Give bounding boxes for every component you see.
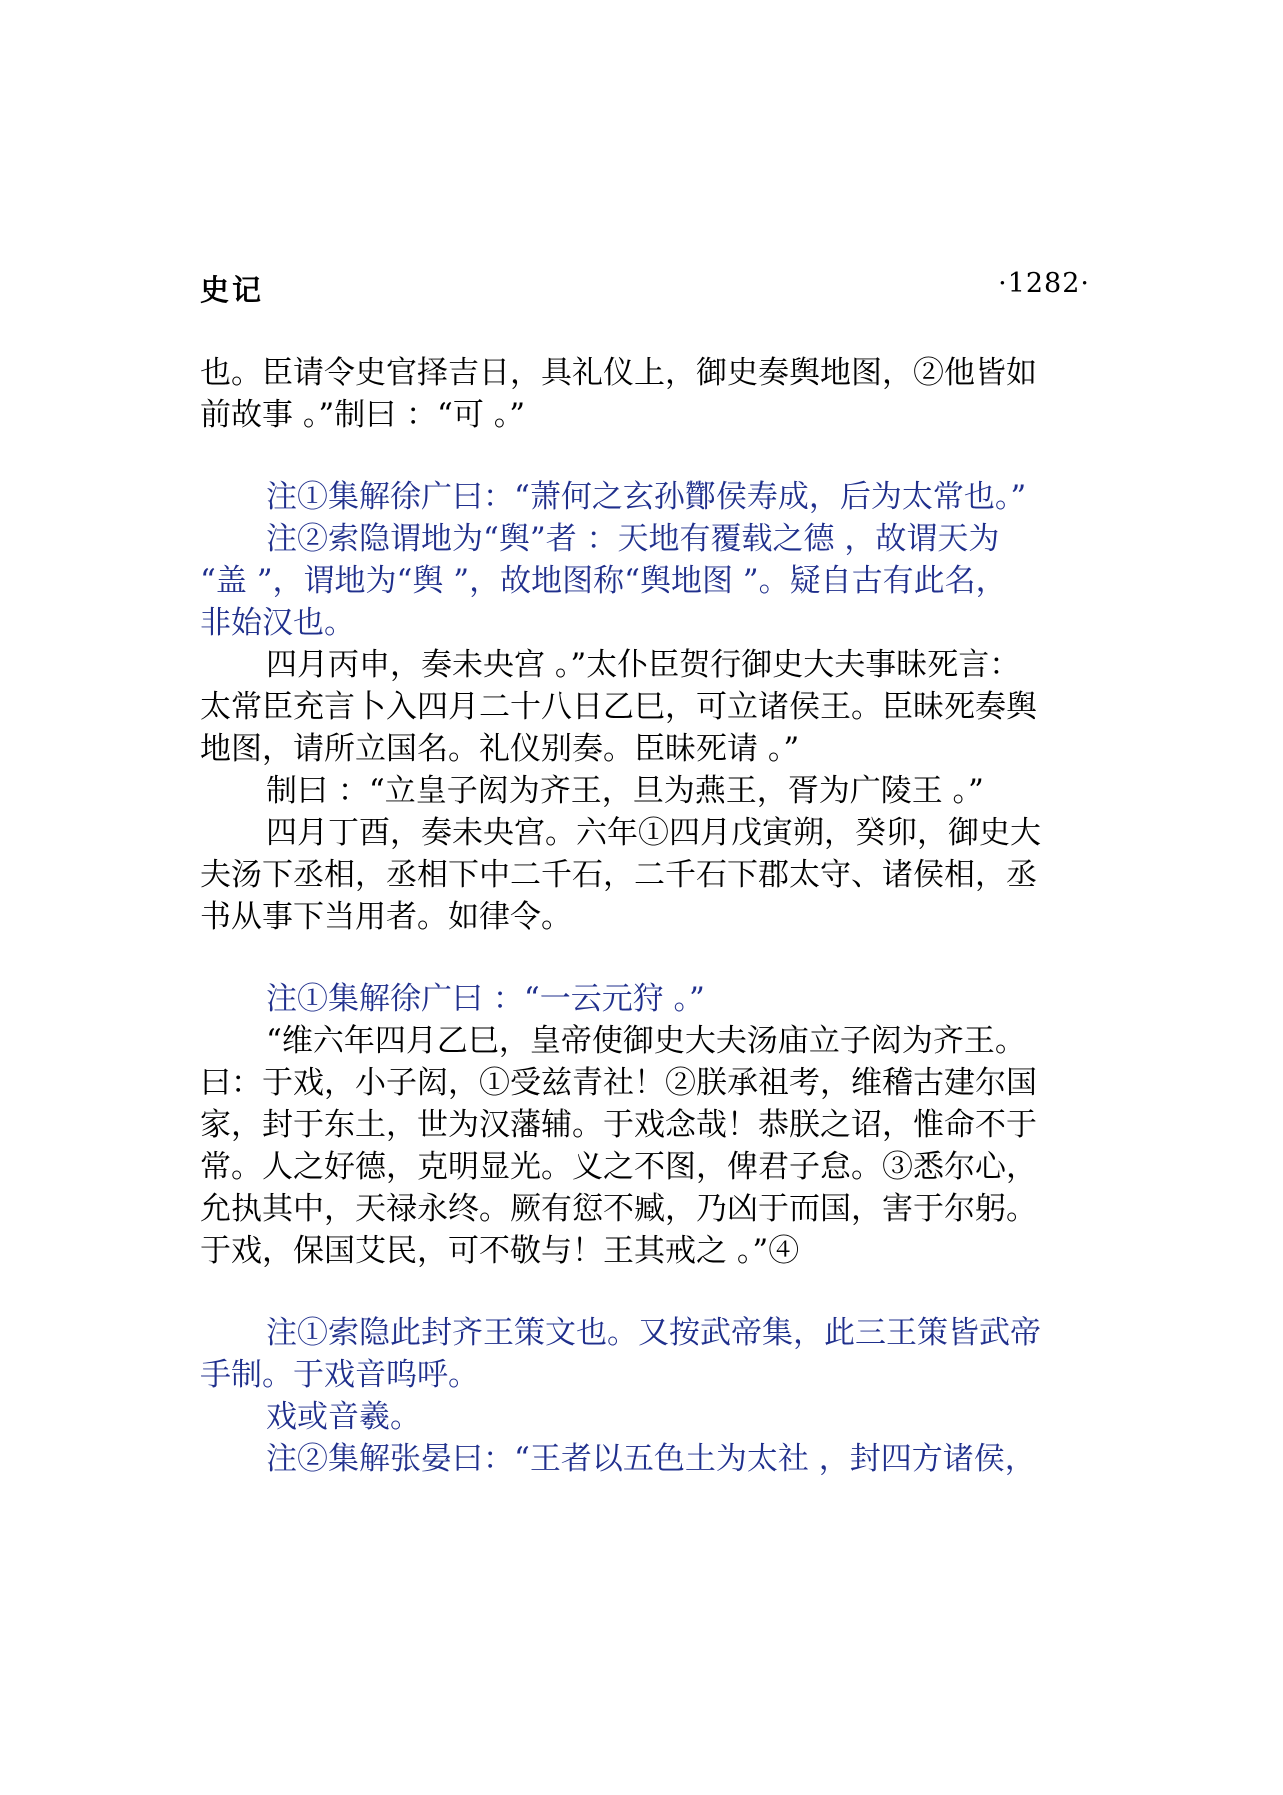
text-line: 夫汤下丞相，丞相下中二千石，二千石下郡太守、诸侯相，丞 [200, 857, 1037, 893]
text-line: 家，封于东土，世为汉藩辅。于戏念哉！恭朕之诏，惟命不于 [200, 1107, 1037, 1143]
page-number: ·1282· [998, 268, 1090, 299]
annotation-line: 注②集解张晏曰：“王者以五色土为太社 ，封四方诸侯， [266, 1441, 1036, 1477]
book-title: 史记 [200, 273, 265, 307]
text-line: 前故事 。”制曰 ：“可 。” [200, 397, 526, 433]
annotation-line: 注①集解徐广曰：“萧何之玄孙酇侯寿成，后为太常也。” [266, 479, 1027, 515]
annotation-line: “盖 ”，谓地为“舆 ”，故地图称“舆地图 ”。疑自古有此名， [200, 563, 1007, 599]
annotation-line: 手制。于戏音呜呼。 [200, 1357, 479, 1393]
text-line: 常。人之好德，克明显光。义之不图，俾君子怠。③悉尔心， [200, 1149, 1037, 1185]
annotation-line: 注②索隐谓地为“舆”者 ：天地有覆载之德 ，故谓天为 [266, 521, 1000, 557]
body-text [200, 352, 1100, 1480]
text-line: 制曰 ：“立皇子闳为齐王，旦为燕王，胥为广陵王 。” [266, 773, 984, 809]
running-header [200, 268, 1090, 308]
text-line: 太常臣充言卜入四月二十八日乙巳，可立诸侯王。臣昧死奏舆 [200, 689, 1037, 725]
text-line: 于戏，保国艾民，可不敬与！王其戒之 。”④ [200, 1233, 800, 1269]
text-line: 也。臣请令史官择吉日，具礼仪上，御史奏舆地图，②他皆如 [200, 355, 1037, 391]
text-line: “维六年四月乙巳，皇帝使御史大夫汤庙立子闳为齐王。 [266, 1023, 1026, 1059]
text-line: 书从事下当用者。如律令。 [200, 899, 572, 935]
annotation-line: 戏或音羲。 [266, 1399, 421, 1435]
annotation-line: 注①集解徐广曰 ：“一云元狩 。” [266, 981, 705, 1017]
text-line: 四月丁酉，奏未央宫。六年①四月戊寅朔，癸卯，御史大 [266, 815, 1041, 851]
annotation-line: 非始汉也。 [200, 605, 355, 641]
text-line: 地图，请所立国名。礼仪别奏。臣昧死请 。” [200, 731, 800, 767]
text-line: 曰：于戏，小子闳，①受兹青社！②朕承祖考，维稽古建尔国 [200, 1065, 1037, 1101]
text-line: 允执其中，天禄永终。厥有愆不臧，乃凶于而国，害于尔躬。 [200, 1191, 1037, 1227]
text-line: 四月丙申，奏未央宫 。”太仆臣贺行御史大夫事昧死言： [266, 647, 1021, 683]
annotation-line: 注①索隐此封齐王策文也。又按武帝集，此三王策皆武帝 [266, 1315, 1041, 1351]
